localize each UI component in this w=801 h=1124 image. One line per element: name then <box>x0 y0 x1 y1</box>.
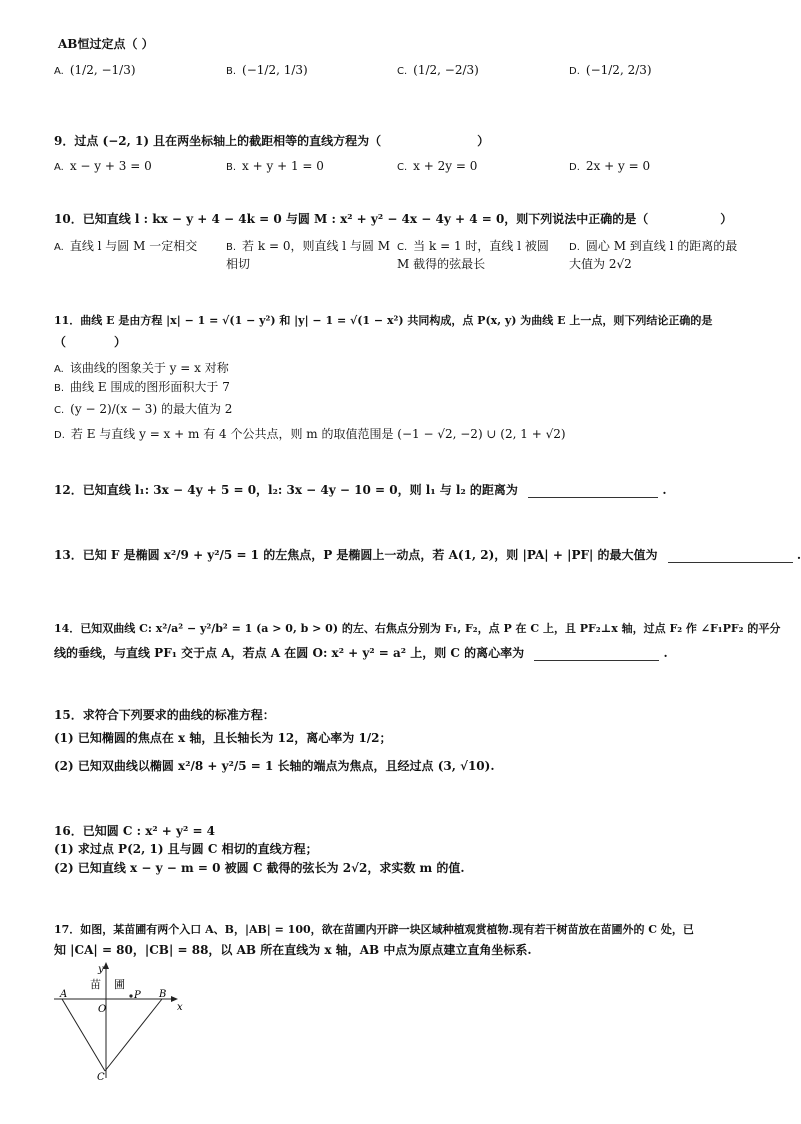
q12-answer-blank[interactable] <box>528 497 658 498</box>
q10-option-a[interactable] <box>54 238 220 256</box>
option-label: A. <box>54 364 64 375</box>
q15-part1: (1) 已知椭圆的焦点在 x 轴，且长轴长为 12，离心率为 1/2； <box>54 731 392 745</box>
option-label: D. <box>54 430 65 441</box>
option-text: x − y + 3 = 0 <box>69 159 152 173</box>
q17-stem2: 知 |CA| = 80，|CB| = 88，以 AB 所在直线为 x 轴，AB 中点为原点建立直角坐标系. <box>54 943 532 957</box>
q8-option-c[interactable] <box>397 62 479 80</box>
option-label: A. <box>54 242 64 253</box>
q10-option-c[interactable] <box>397 238 563 273</box>
q14-stem2: 线的垂线，与直线 PF₁ 交于点 A，若点 A 在圆 O: x² + y² = a² 上，则 C 的离心率为 <box>54 646 525 660</box>
q17-figure <box>50 958 200 1083</box>
q11-option-b[interactable] <box>54 379 230 397</box>
q13-stem: 13．已知 F 是椭圆 x²/9 + y²/5 = 1 的左焦点，P 是椭圆上一动点，若 A(1, 2)，则 |PA| + |PF| 的最大值为 <box>54 548 658 562</box>
q14-end: . <box>663 646 668 660</box>
q8-option-d[interactable] <box>569 62 652 80</box>
q9-stem: 9．过点 (−2, 1) 且在两坐标轴上的截距相等的直线方程为（ ） <box>54 134 490 148</box>
label-o: O <box>98 1004 107 1015</box>
q9-option-d[interactable] <box>569 158 650 176</box>
option-label: B. <box>54 383 65 394</box>
option-text: x + y + 1 = 0 <box>242 159 324 173</box>
q13-answer-blank[interactable] <box>668 562 793 563</box>
option-text: (−1/2, 2/3) <box>585 63 652 77</box>
q14-line2 <box>54 645 668 661</box>
option-text: x + 2y = 0 <box>413 159 478 173</box>
option-label: C. <box>397 162 408 173</box>
label-c: C <box>97 1072 105 1083</box>
option-text: (−1/2, 1/3) <box>242 63 308 77</box>
q11-stem-paren: （ ） <box>54 335 127 349</box>
q13-end: . <box>796 548 801 562</box>
option-text: 若 E 与直线 y = x + m 有 4 个公共点，则 m 的取值范围是 (−1 − √2, −2) ∪ (2, 1 + √2) <box>70 427 566 441</box>
option-text: 2x + y = 0 <box>585 159 651 173</box>
q16-part2: (2) 已知直线 x − y − m = 0 被圆 C 截得的弦长为 2√2，求实数 m 的值. <box>54 861 465 875</box>
label-pu: 圃 <box>114 978 125 991</box>
q8-option-a[interactable] <box>54 62 136 80</box>
q10-option-b[interactable] <box>226 238 392 273</box>
label-a: A <box>60 989 68 1000</box>
option-label: C. <box>54 405 65 416</box>
q12-line <box>54 482 667 498</box>
q16-part1: (1) 求过点 P(2, 1) 且与圆 C 相切的直线方程； <box>54 842 318 856</box>
q12-end: . <box>662 483 667 497</box>
option-text: (1/2, −1/3) <box>69 63 136 77</box>
option-label: B. <box>226 242 237 253</box>
label-y: y <box>98 964 104 975</box>
q12-stem: 12．已知直线 l₁: 3x − 4y + 5 = 0，l₂: 3x − 4y − 10 = 0，则 l₁ 与 l₂ 的距离为 <box>54 483 518 497</box>
option-text: (1/2, −2/3) <box>413 63 479 77</box>
option-label: D. <box>569 66 580 77</box>
label-x: x <box>177 1002 183 1013</box>
label-b: B <box>159 989 167 1000</box>
option-text: 曲线 E 围成的图形面积大于 7 <box>70 380 230 394</box>
label-miao: 苗 <box>90 978 101 991</box>
point-p <box>129 994 132 997</box>
option-label: D. <box>569 242 580 253</box>
q9-option-c[interactable] <box>397 158 477 176</box>
q11-option-d[interactable] <box>54 426 566 444</box>
option-text: (y − 2)/(x − 3) 的最大值为 2 <box>70 402 233 416</box>
q11-stem: 11．曲线 E 是由方程 |x| − 1 = √(1 − y²) 和 |y| − 1 = √(1 − x²) 共同构成，点 P(x, y) 为曲线 E 上一点，则下列结论正确的是 <box>54 314 713 327</box>
q10-option-d[interactable] <box>569 238 739 273</box>
q14-stem: 14．已知双曲线 C: x²/a² − y²/b² = 1 (a > 0, b > 0) 的左、右焦点分别为 F₁, F₂，点 P 在 C 上，且 PF₂⊥x 轴，过点 F₂ 作 ∠F₁PF₂ 的平分 <box>54 622 781 635</box>
q15-part2: (2) 已知双曲线以椭圆 x²/8 + y²/5 = 1 长轴的端点为焦点，且经过点 (3, √10). <box>54 759 495 773</box>
y-axis-arrow-icon <box>103 962 109 969</box>
q9-option-b[interactable] <box>226 158 324 176</box>
q13-line <box>54 547 801 563</box>
q16-stem: 16．已知圆 C : x² + y² = 4 <box>54 824 216 838</box>
option-label: A. <box>54 162 64 173</box>
option-label: C. <box>397 66 408 77</box>
option-text: 该曲线的图象关于 y = x 对称 <box>69 361 229 375</box>
option-text: 圆心 M 到直线 l 的距离的最大值为 2√2 <box>569 239 738 271</box>
segment-bc <box>105 999 162 1071</box>
option-text: 直线 l 与圆 M 一定相交 <box>69 239 198 253</box>
option-text: 若 k = 0，则直线 l 与圆 M 相切 <box>226 239 391 271</box>
option-label: A. <box>54 66 64 77</box>
q9-option-a[interactable] <box>54 158 152 176</box>
q11-option-a[interactable] <box>54 360 229 378</box>
q17-stem: 17．如图，某苗圃有两个入口 A、B，|AB| = 100，欲在苗圃内开辟一块区域种植观赏植物.现有若干树苗放在苗圃外的 C 处，已 <box>54 923 694 936</box>
q11-option-c[interactable] <box>54 401 232 419</box>
q8-option-b[interactable] <box>226 62 308 80</box>
q14-answer-blank[interactable] <box>534 660 659 661</box>
option-label: D. <box>569 162 580 173</box>
q15-stem: 15．求符合下列要求的曲线的标准方程： <box>54 708 275 722</box>
option-label: C. <box>397 242 408 253</box>
option-label: B. <box>226 162 237 173</box>
option-text: 当 k = 1 时，直线 l 被圆 M 截得的弦最长 <box>397 239 549 271</box>
q10-stem: 10．已知直线 l : kx − y + 4 − 4k = 0 与圆 M : x² + y² − 4x − 4y + 4 = 0，则下列说法中正确的是（ ） <box>54 212 733 226</box>
q8-stem-end: AB恒过定点（ ） <box>58 37 154 51</box>
label-p: P <box>134 990 141 1001</box>
option-label: B. <box>226 66 237 77</box>
